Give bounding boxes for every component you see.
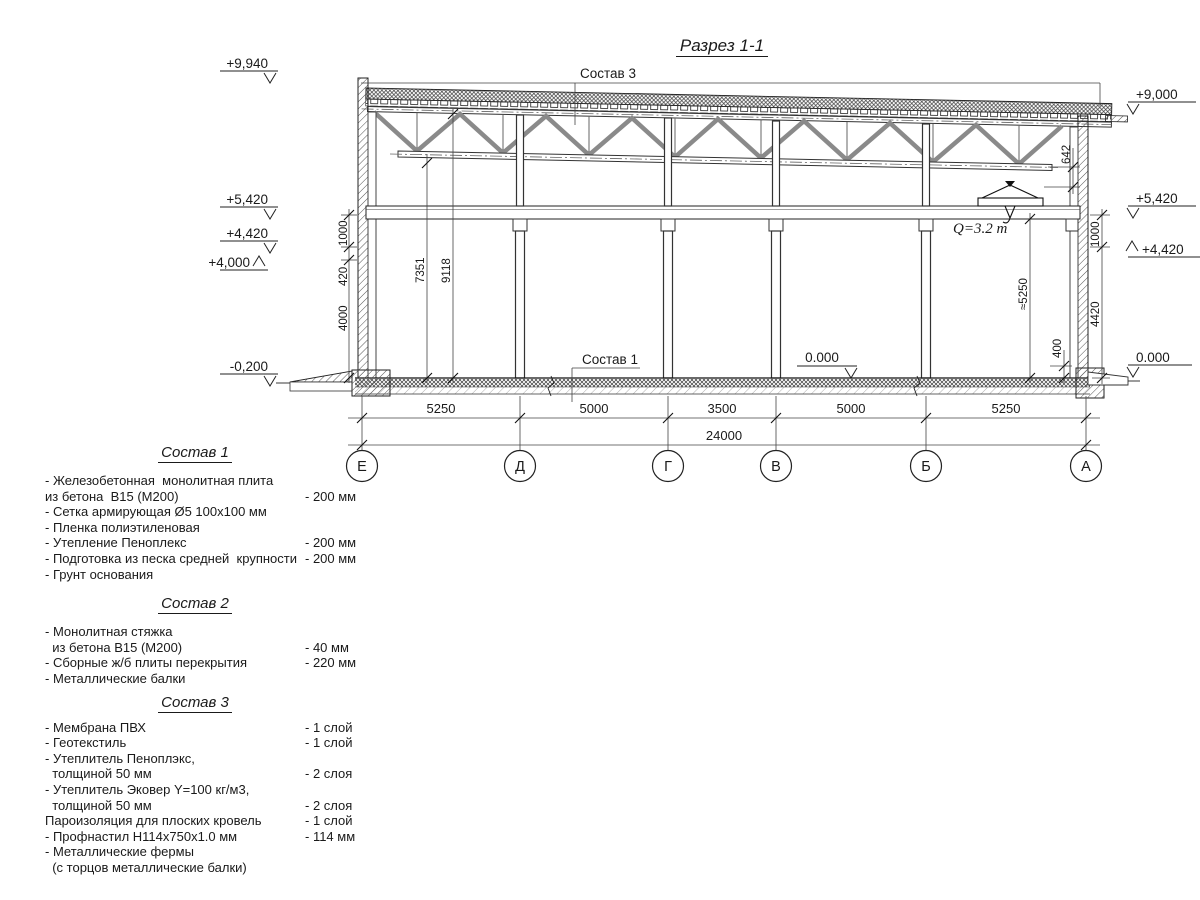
layer-row: - Утепление Пеноплекс - 200 мм (45, 535, 357, 551)
svg-text:+9,000: +9,000 (1136, 87, 1178, 102)
layer-row: - Мембрана ПВХ - 1 слой (45, 719, 353, 735)
svg-text:Б: Б (921, 459, 931, 475)
svg-text:5000: 5000 (836, 401, 866, 416)
svg-text:В: В (771, 459, 781, 475)
layer-row: толщиной 50 мм - 2 слоя (45, 797, 353, 813)
svg-text:+4,000: +4,000 (208, 255, 250, 270)
layer-row: - Монолитная стяжка (45, 624, 173, 640)
layer-row: из бетона В15 (М200) - 40 мм (45, 639, 349, 655)
svg-text:4000: 4000 (338, 305, 350, 331)
svg-text:0.000: 0.000 (1136, 350, 1170, 365)
layer-row: (с торцов металлические балки) (45, 859, 247, 875)
svg-text:642: 642 (1061, 144, 1073, 164)
elevation-mark-inner (797, 350, 857, 378)
svg-text:Г: Г (664, 459, 672, 475)
leader-label-sostav3: Состав 3 (580, 66, 636, 81)
left-wall (358, 78, 376, 378)
svg-text:+5,420: +5,420 (226, 192, 268, 207)
dimension-ticks (344, 109, 1107, 383)
svg-text:А: А (1081, 459, 1091, 475)
elevation-marks-right (1126, 87, 1200, 377)
svg-text:+5,420: +5,420 (1136, 191, 1178, 206)
elevation-marks-left (208, 56, 278, 386)
layer-row: Пароизоляция для плоских кровель - 1 слой (45, 813, 353, 829)
drawing-title: Разрез 1-1 (572, 36, 872, 56)
sostav3-heading: Состав 3 (45, 694, 345, 711)
layer-row: - Сетка армирующая Ø5 100х100 мм (45, 504, 267, 520)
left-foundation (352, 370, 390, 396)
svg-text:1000: 1000 (1090, 221, 1102, 247)
hoist-capacity-label: Q=3.2 т (953, 221, 1008, 237)
roof-assembly (362, 88, 1128, 128)
sostav1-rows (45, 473, 375, 582)
svg-text:+4,420: +4,420 (226, 226, 268, 241)
layer-row: - Металлические балки (45, 670, 186, 686)
layer-row: из бетона В15 (М200) - 200 мм (45, 488, 357, 504)
sostav3-rows (45, 720, 375, 876)
layer-row: - Сборные ж/б плиты перекрытия - 220 мм (45, 655, 357, 671)
right-apron (1088, 372, 1128, 385)
layer-row: толщиной 50 мм - 2 слоя (45, 766, 353, 782)
svg-text:+9,940: +9,940 (226, 56, 268, 71)
svg-text:Д: Д (515, 459, 525, 475)
svg-text:7351: 7351 (415, 257, 427, 283)
layer-row: - Подготовка из песка средней крупности - 200 мм (45, 550, 357, 566)
svg-text:+4,420: +4,420 (1142, 242, 1184, 257)
layer-row: - Металлические фермы (45, 844, 194, 860)
layer-row: - Утеплитель Эковер Y=100 кг/м3, (45, 781, 250, 797)
svg-text:5250: 5250 (991, 401, 1021, 416)
svg-text:Е: Е (357, 459, 367, 475)
left-apron (290, 371, 352, 382)
layer-row: - Грунт основания (45, 566, 154, 582)
sostav1-heading: Состав 1 (45, 444, 345, 461)
svg-text:≈5250: ≈5250 (1018, 278, 1030, 310)
layer-row: - Утеплитель Пеноплэкс, (45, 750, 195, 766)
overall-dimension: 24000 (705, 428, 743, 443)
layer-row: - Железобетонная монолитная плита (45, 473, 274, 488)
svg-text:420: 420 (338, 266, 350, 286)
svg-text:400: 400 (1052, 338, 1064, 358)
composition-lists (45, 444, 375, 875)
vertical-dimensions (338, 109, 1110, 384)
bottom-dimensions (348, 396, 1100, 450)
svg-text:5000: 5000 (579, 401, 609, 416)
layer-row: - Профнастил Н114х750х1.0 мм - 114 мм (45, 828, 356, 844)
sostav2-rows (45, 624, 375, 686)
axis-bubbles (347, 451, 1102, 482)
ground-floor-slab (276, 368, 1140, 398)
layer-row: - Геотекстиль - 1 слой (45, 735, 353, 751)
svg-text:-0,200: -0,200 (229, 359, 268, 374)
leader-label-sostav1: Состав 1 (582, 352, 638, 367)
svg-text:3500: 3500 (707, 401, 737, 416)
svg-text:4420: 4420 (1090, 301, 1102, 327)
svg-text:5250: 5250 (426, 401, 456, 416)
svg-text:9118: 9118 (441, 258, 453, 283)
svg-text:1000: 1000 (338, 220, 350, 246)
svg-text:0.000: 0.000 (805, 350, 839, 365)
layer-row: - Пленка полиэтиленовая (45, 519, 200, 535)
roof-edge-piece (1105, 115, 1127, 121)
sostav2-heading: Состав 2 (45, 595, 345, 612)
